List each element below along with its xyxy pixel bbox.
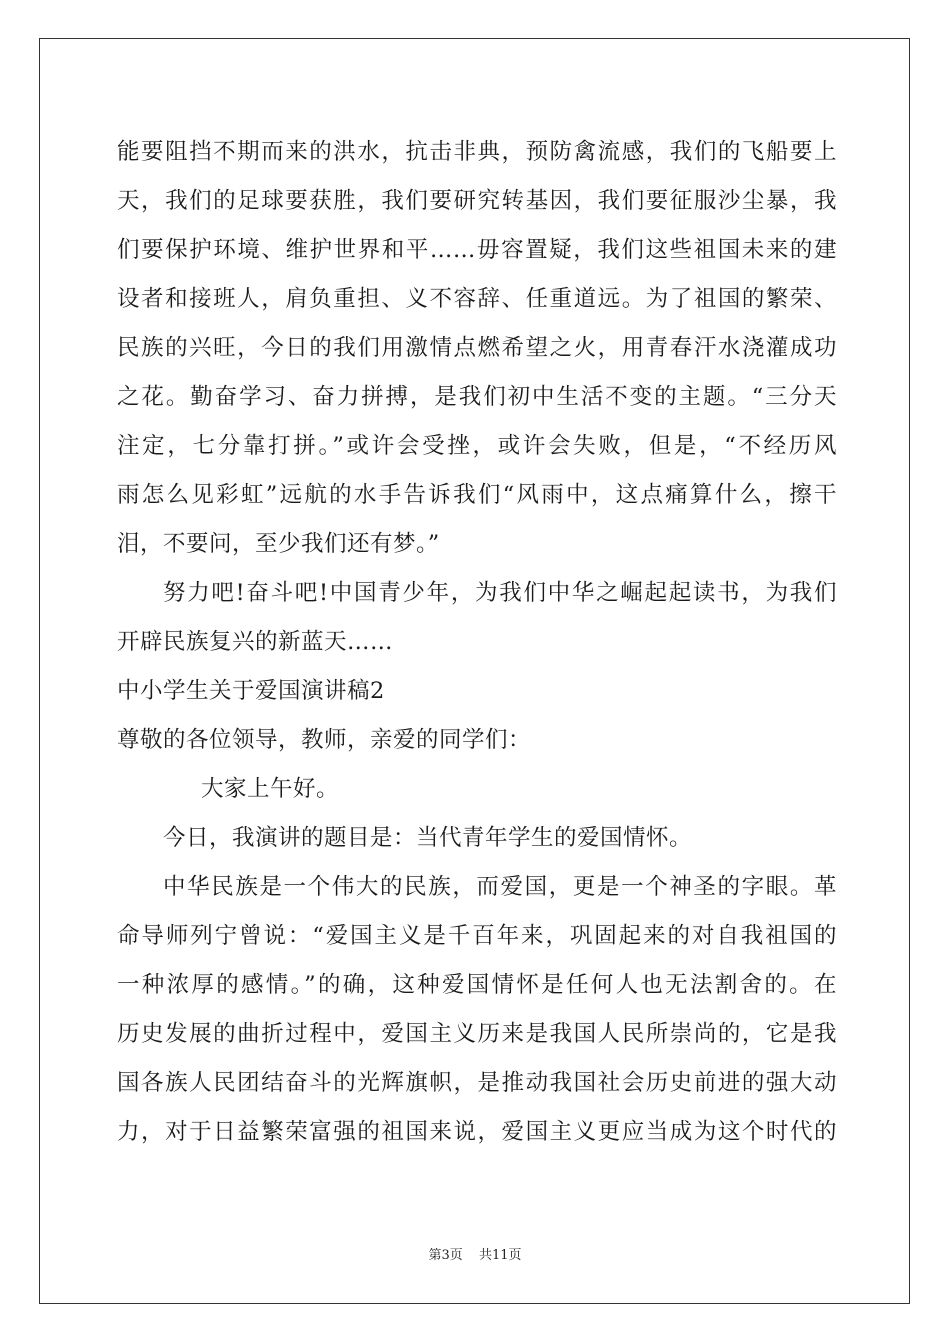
paragraph-first-line: 今日，我演讲的题目是：当代青年学生的爱国情怀。: [163, 825, 693, 851]
text-line: 民族的兴旺，今日的我们用激情点燃希望之火，用青春汗水浇灌成功: [117, 335, 837, 361]
text-line: 命导师列宁曾说：“爱国主义是千百年来，巩固起来的对自我祖国的: [117, 923, 837, 949]
salutation: 尊敬的各位领导，教师，亲爱的同学们：: [117, 727, 532, 753]
text-line: 开辟民族复兴的新蓝天……: [117, 629, 394, 655]
text-line: 雨怎么见彩虹”远航的水手告诉我们“风雨中，这点痛算什么，擦干: [117, 482, 837, 508]
text-line: 设者和接班人，肩负重担、义不容辞、任重道远。为了祖国的繁荣、: [117, 286, 837, 312]
text-line: 之花。勤奋学习、奋力拼搏，是我们初中生活不变的主题。“三分天: [117, 384, 837, 410]
page-total: 共11页: [478, 1248, 522, 1263]
text-line: 泪，不要问，至少我们还有梦。”: [117, 531, 440, 557]
text-line: 力，对于日益繁荣富强的祖国来说，爱国主义更应当成为这个时代的: [117, 1119, 837, 1145]
page-number: 第3页: [428, 1248, 463, 1263]
text-line: 注定，七分靠打拼。”或许会受挫，或许会失败，但是，“不经历风: [117, 433, 837, 459]
text-line: 天，我们的足球要获胜，我们要研究转基因，我们要征服沙尘暴，我: [117, 188, 837, 214]
greeting: 大家上午好。: [201, 776, 340, 802]
paragraph-first-line: 努力吧!奋斗吧!中国青少年，为我们中华之崛起起读书，为我们: [163, 580, 837, 606]
text-line: 们要保护环境、维护世界和平……毋容置疑，我们这些祖国未来的建: [117, 237, 837, 263]
document-body: [117, 128, 837, 1157]
text-line: 历史发展的曲折过程中，爱国主义历来是我国人民所崇尚的，它是我: [117, 1021, 837, 1047]
text-line: 国各族人民团结奋斗的光辉旗帜，是推动我国社会历史前进的强大动: [117, 1070, 837, 1096]
text-line: 能要阻挡不期而来的洪水，抗击非典，预防禽流感，我们的飞船要上: [117, 139, 837, 165]
page-footer: [0, 1247, 950, 1265]
text-line: 一种浓厚的感情。”的确，这种爱国情怀是任何人也无法割舍的。在: [117, 972, 837, 998]
section-heading: 中小学生关于爱国演讲稿2: [117, 678, 385, 704]
paragraph-first-line: 中华民族是一个伟大的民族，而爱国，更是一个神圣的字眼。革: [163, 874, 837, 900]
